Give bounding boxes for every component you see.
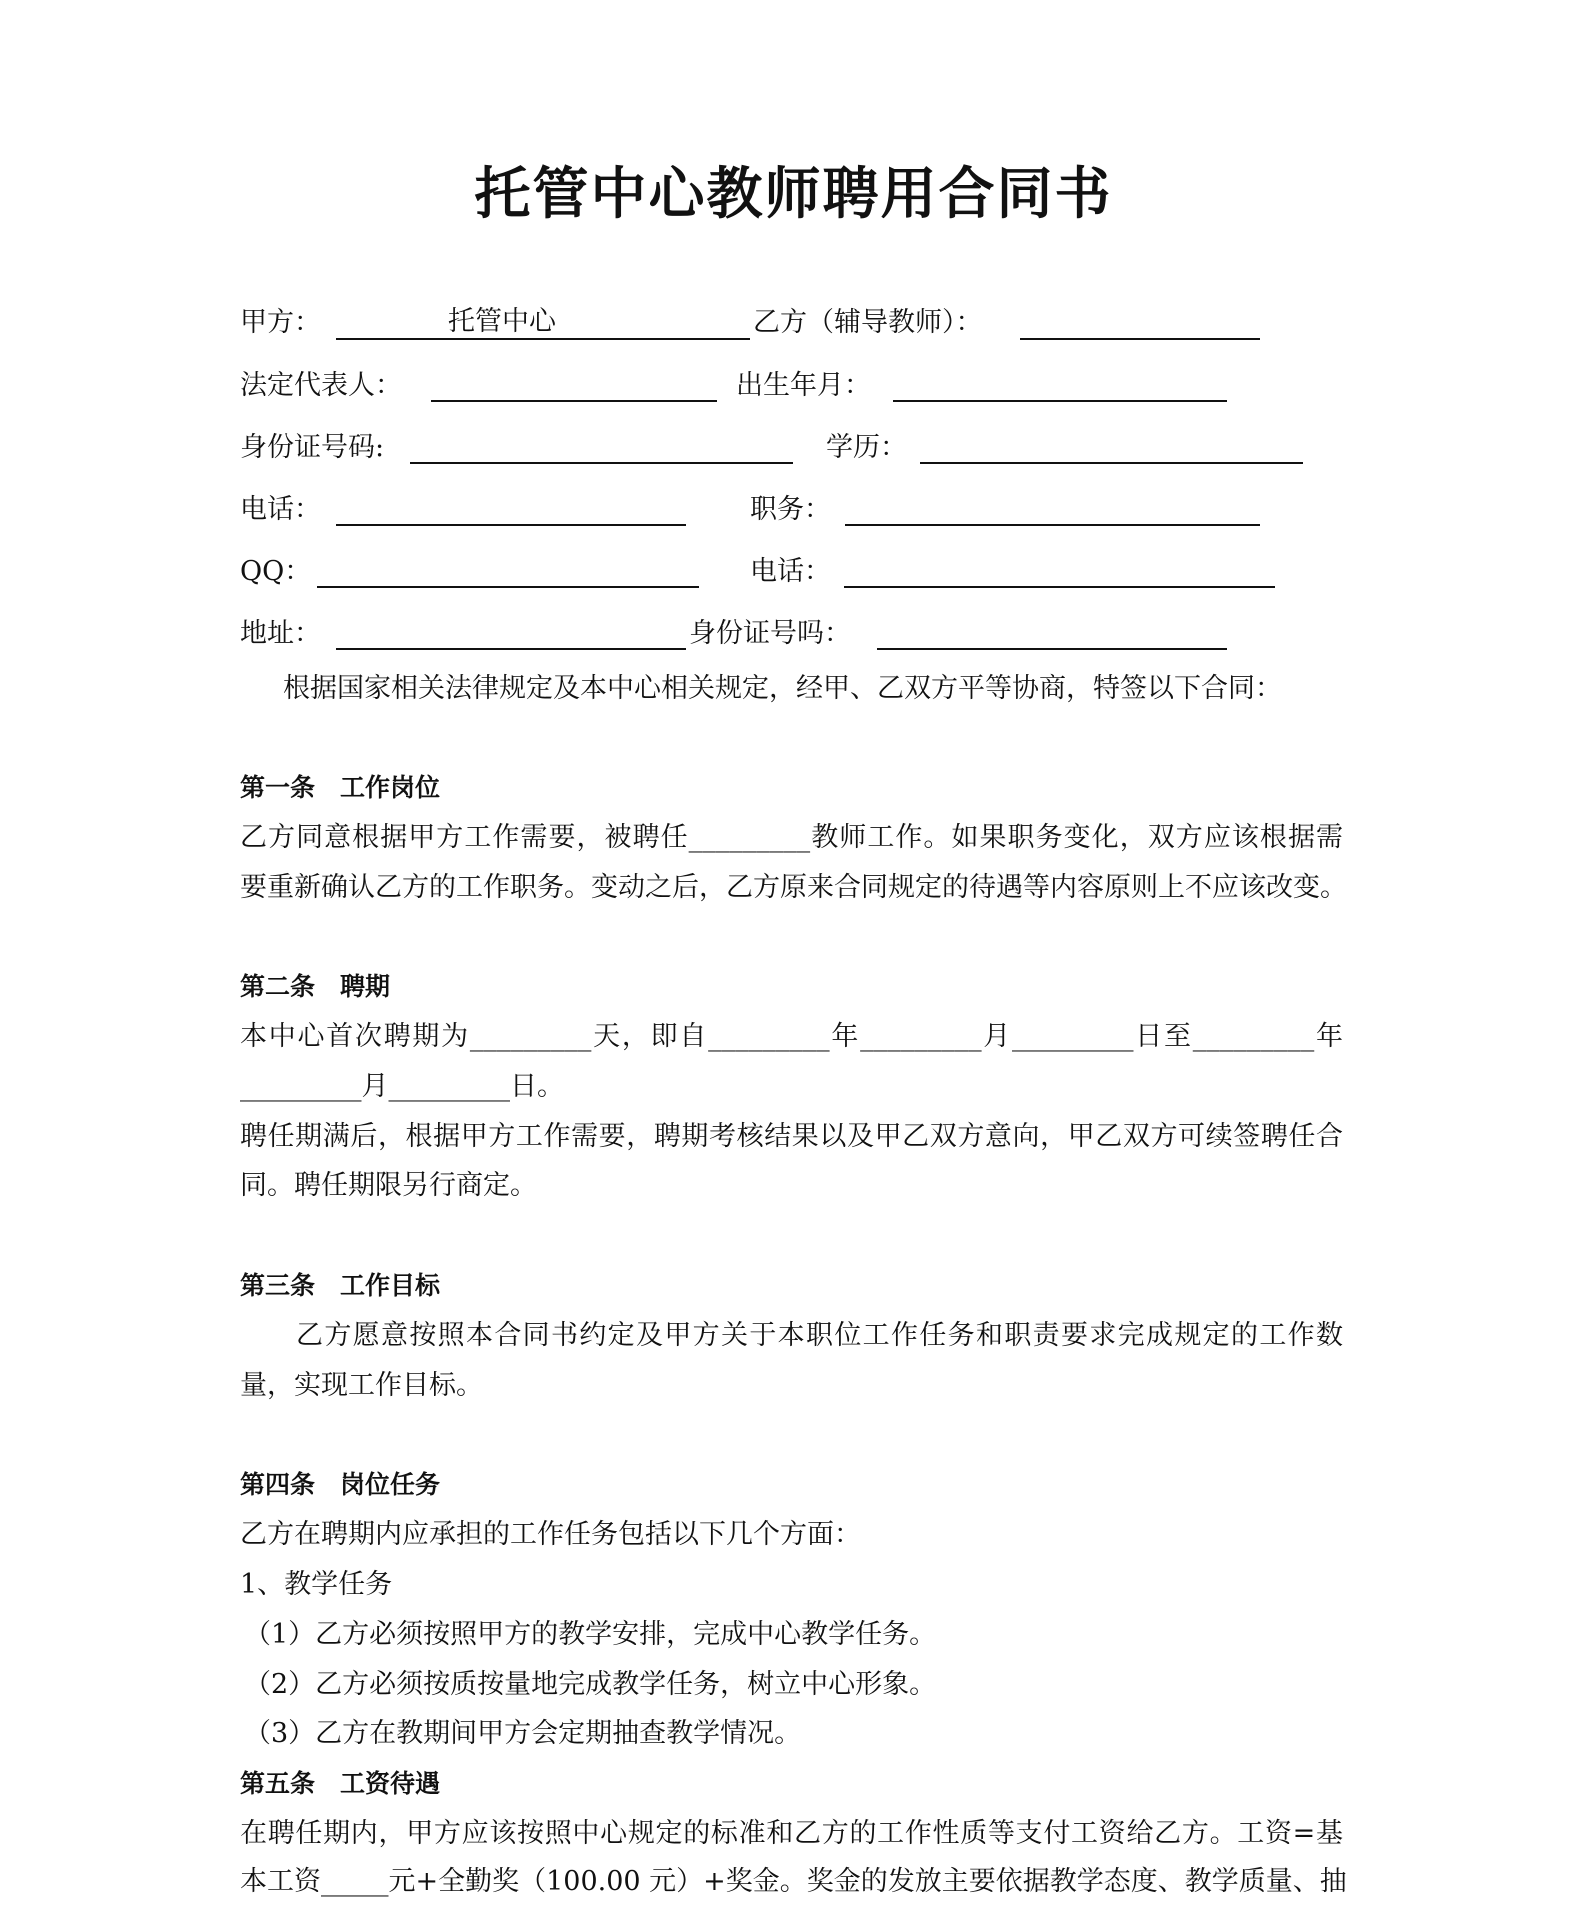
body-line: 量，实现工作目标。 <box>240 1370 483 1401</box>
body-line: 要重新确认乙方的工作职务。变动之后，乙方原来合同规定的待遇等内容原则上不应该改变。 <box>240 872 1347 903</box>
id-number-label: 身份证号码: <box>240 432 385 463</box>
list-item: （2）乙方必须按质按量地完成教学任务，树立中心形象。 <box>244 1669 937 1700</box>
section-heading: 第一条 工作岗位 <box>240 773 441 802</box>
address-field[interactable] <box>336 648 686 650</box>
id-number-field[interactable] <box>410 462 793 464</box>
body-line: 本工资_____元+全勤奖（100.00 元）+奖金。奖金的发放主要依据教学态度、教学质量、抽 <box>240 1866 1347 1897</box>
body-line: 乙方愿意按照本合同书约定及甲方关于本职位工作任务和职责要求完成规定的工作数 <box>296 1320 1343 1351</box>
position-label: 职务： <box>750 494 831 525</box>
body-line: 同。聘任期限另行商定。 <box>240 1170 537 1201</box>
phone-field-a[interactable] <box>336 524 686 526</box>
section-heading: 第二条 聘期 <box>240 972 391 1001</box>
body-line: 聘任期满后，根据甲方工作需要，聘期考核结果以及甲乙双方意向，甲乙双方可续签聘任合 <box>240 1121 1343 1152</box>
body-line: 乙方在聘期内应承担的工作任务包括以下几个方面： <box>240 1519 861 1550</box>
phone-field-b[interactable] <box>844 586 1275 588</box>
body-line: 在聘任期内，甲方应该按照中心规定的标准和乙方的工作性质等支付工资给乙方。工资=基 <box>240 1818 1343 1849</box>
id-number-field-b[interactable] <box>877 648 1227 650</box>
list-item: （3）乙方在教期间甲方会定期抽查教学情况。 <box>244 1718 802 1749</box>
party-a-label: 甲方： <box>240 307 321 338</box>
id-number-label-b: 身份证号吗： <box>689 618 851 649</box>
phone-label-b: 电话： <box>750 556 831 587</box>
party-b-field[interactable] <box>1020 338 1260 340</box>
section-heading: 第三条 工作目标 <box>240 1271 441 1300</box>
section-heading: 第四条 岗位任务 <box>240 1470 441 1499</box>
list-item: 1、教学任务 <box>240 1569 393 1600</box>
section-heading: 第五条 工资待遇 <box>240 1769 441 1798</box>
education-field[interactable] <box>920 462 1303 464</box>
birth-label: 出生年月： <box>736 370 871 401</box>
address-label: 地址： <box>240 618 321 649</box>
document-title: 托管中心教师聘用合同书 <box>474 162 1113 227</box>
body-line: _________月_________日。 <box>240 1071 564 1102</box>
legal-rep-label: 法定代表人： <box>240 370 402 401</box>
phone-label-a: 电话： <box>240 494 321 525</box>
body-line: 乙方同意根据甲方工作需要，被聘任_________教师工作。如果职务变化，双方应该根据需 <box>240 822 1343 853</box>
birth-field[interactable] <box>893 400 1227 402</box>
education-label: 学历： <box>826 432 907 463</box>
party-b-label: 乙方（辅导教师）： <box>753 307 983 338</box>
qq-label: QQ： <box>240 556 312 587</box>
qq-field[interactable] <box>317 586 699 588</box>
party-a-value: 托管中心 <box>448 306 556 337</box>
body-line: 本中心首次聘期为_________天，即自_________年_________月_________日至_________年 <box>240 1021 1343 1052</box>
list-item: （1）乙方必须按照甲方的教学安排，完成中心教学任务。 <box>244 1619 937 1650</box>
intro-paragraph: 根据国家相关法律规定及本中心相关规定，经甲、乙双方平等协商，特签以下合同： <box>283 673 1282 704</box>
position-field[interactable] <box>845 524 1260 526</box>
legal-rep-field[interactable] <box>431 400 717 402</box>
